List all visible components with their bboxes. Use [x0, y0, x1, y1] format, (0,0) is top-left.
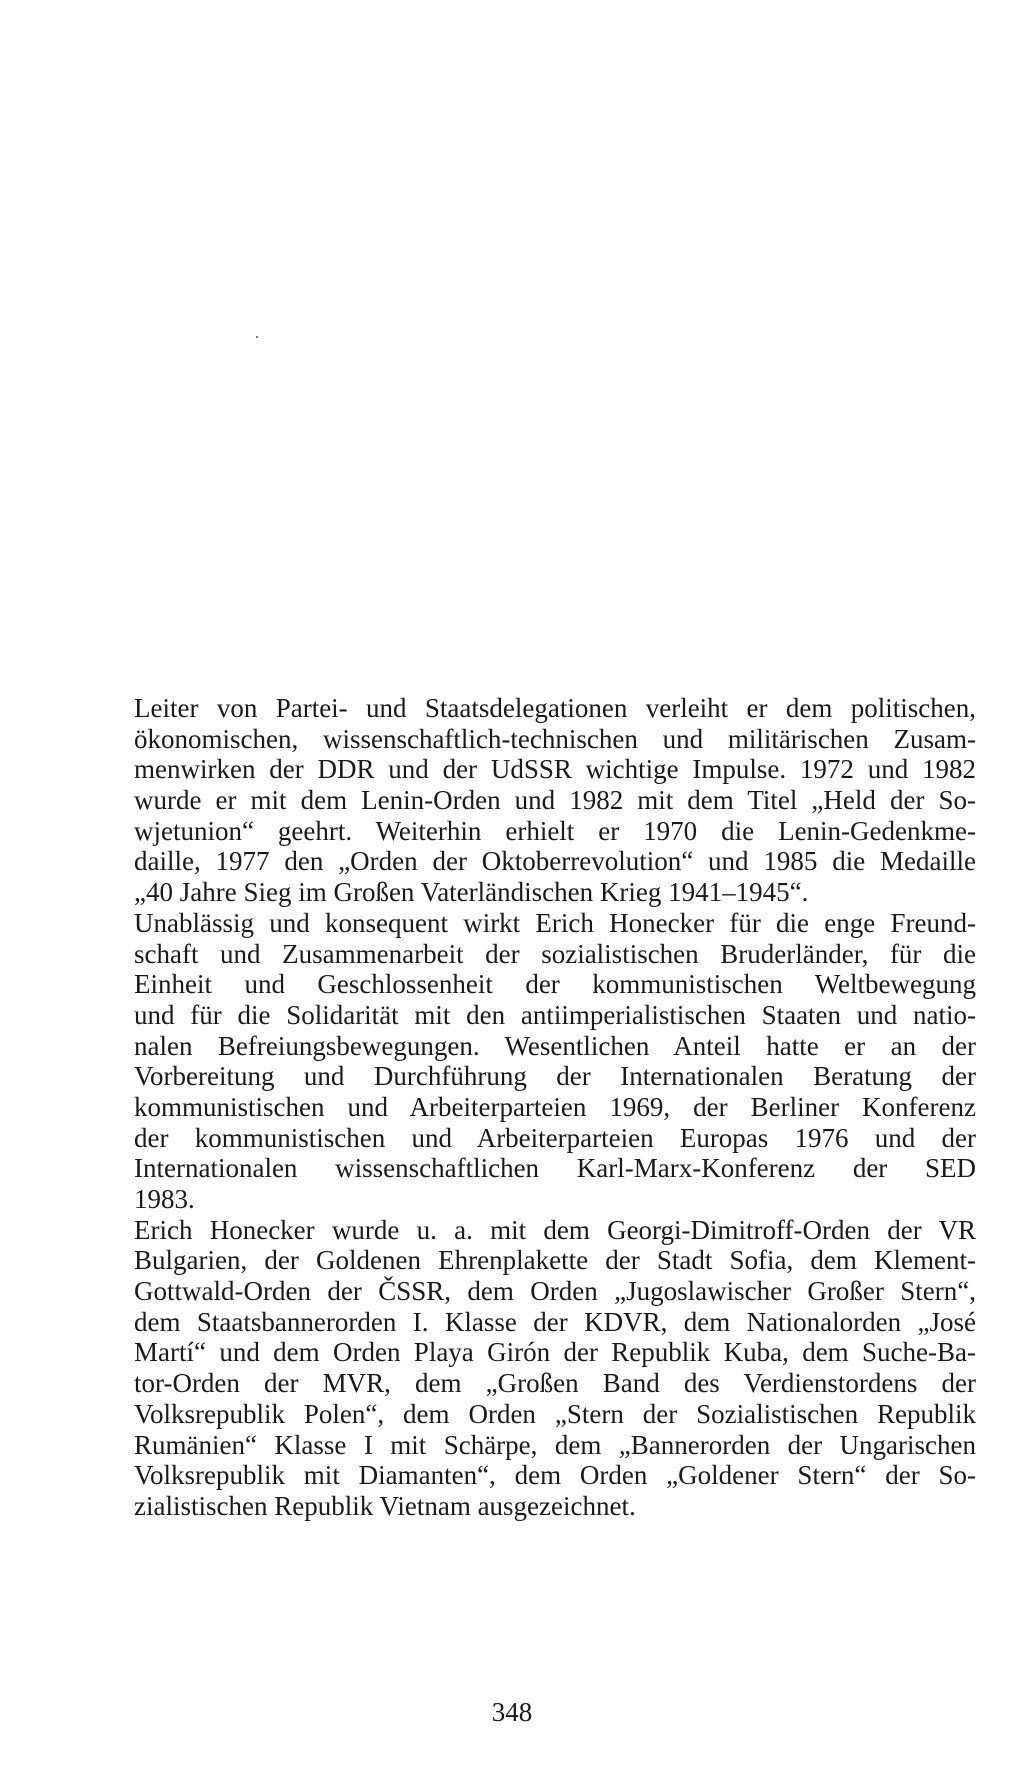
text-line: schaft und Zusammenarbeit der sozialistischen Bruderländer, für die — [134, 938, 976, 969]
text-line: Unablässig und konsequent wirkt Erich Honecker für die enge Freund- — [134, 907, 976, 938]
text-line: tor-Orden der MVR, dem „Großen Band des Verdienstordens der — [134, 1368, 976, 1399]
text-line: Volksrepublik Polen“, dem Orden „Stern der Sozialistischen Republik — [134, 1398, 976, 1429]
text-line: 1983. — [134, 1184, 195, 1214]
text-line: der kommunistischen und Arbeiterparteien Europas 1976 und der — [134, 1122, 976, 1153]
text-line: wjetunion“ geehrt. Weiterhin erhielt er 1970 die Lenin-Gedenkme- — [134, 815, 976, 846]
text-line: Volksrepublik mit Diamanten“, dem Orden „Goldener Stern“ der So- — [134, 1460, 976, 1491]
text-line: Leiter von Partei- und Staatsdelegationen verleiht er dem politischen, — [134, 693, 976, 723]
text-line: ökonomischen, wissenschaftlich-technischen und militärischen Zusam- — [134, 723, 976, 754]
text-line: nalen Befreiungsbewegungen. Wesentlichen Anteil hatte er an der — [134, 1030, 976, 1061]
text-line: Gottwald-Orden der ČSSR, dem Orden „Jugoslawischer Großer Stern“, — [134, 1276, 976, 1307]
text-line: zialistischen Republik Vietnam ausgezeichnet. — [134, 1490, 636, 1521]
text-line: Martí“ und dem Orden Playa Girón der Republik Kuba, dem Suche-Ba- — [134, 1337, 976, 1368]
body-text — [134, 693, 976, 1522]
text-line: kommunistischen und Arbeiterparteien 1969, der Berliner Konferenz — [134, 1091, 976, 1122]
paragraph-2 — [134, 908, 976, 1215]
text-line: Internationalen wissenschaftlichen Karl-Marx-Konferenz der SED — [134, 1153, 976, 1184]
text-line: menwirken der DDR und der UdSSR wichtige Impulse. 1972 und 1982 — [134, 754, 976, 785]
print-speck — [256, 336, 258, 338]
text-line: Erich Honecker wurde u. a. mit dem Georgi-Dimitroff-Orden der VR — [134, 1214, 976, 1245]
text-line: Einheit und Geschlossenheit der kommunistischen Weltbewegung — [134, 969, 976, 1000]
text-line: „40 Jahre Sieg im Großen Vaterländischen Krieg 1941–1945“. — [134, 877, 809, 908]
text-line: und für die Solidarität mit den antiimperialistischen Staaten und natio- — [134, 999, 976, 1030]
text-line: Rumänien“ Klasse I mit Schärpe, dem „Bannerorden der Ungarischen — [134, 1429, 976, 1460]
text-line: daille, 1977 den „Orden der Oktoberrevolution“ und 1985 die Medaille — [134, 846, 976, 877]
text-line: Vorbereitung und Durchführung der Internationalen Beratung der — [134, 1061, 976, 1092]
page-number: 348 — [491, 1697, 533, 1727]
text-line: Bulgarien, der Goldenen Ehrenplakette der Stadt Sofia, dem Klement- — [134, 1245, 976, 1276]
text-line: wurde er mit dem Lenin-Orden und 1982 mit dem Titel „Held der So- — [134, 785, 976, 816]
paragraph-3 — [134, 1215, 976, 1522]
text-line: dem Staatsbannerorden I. Klasse der KDVR, dem Nationalorden „José — [134, 1306, 976, 1337]
paragraph-1 — [134, 693, 976, 908]
